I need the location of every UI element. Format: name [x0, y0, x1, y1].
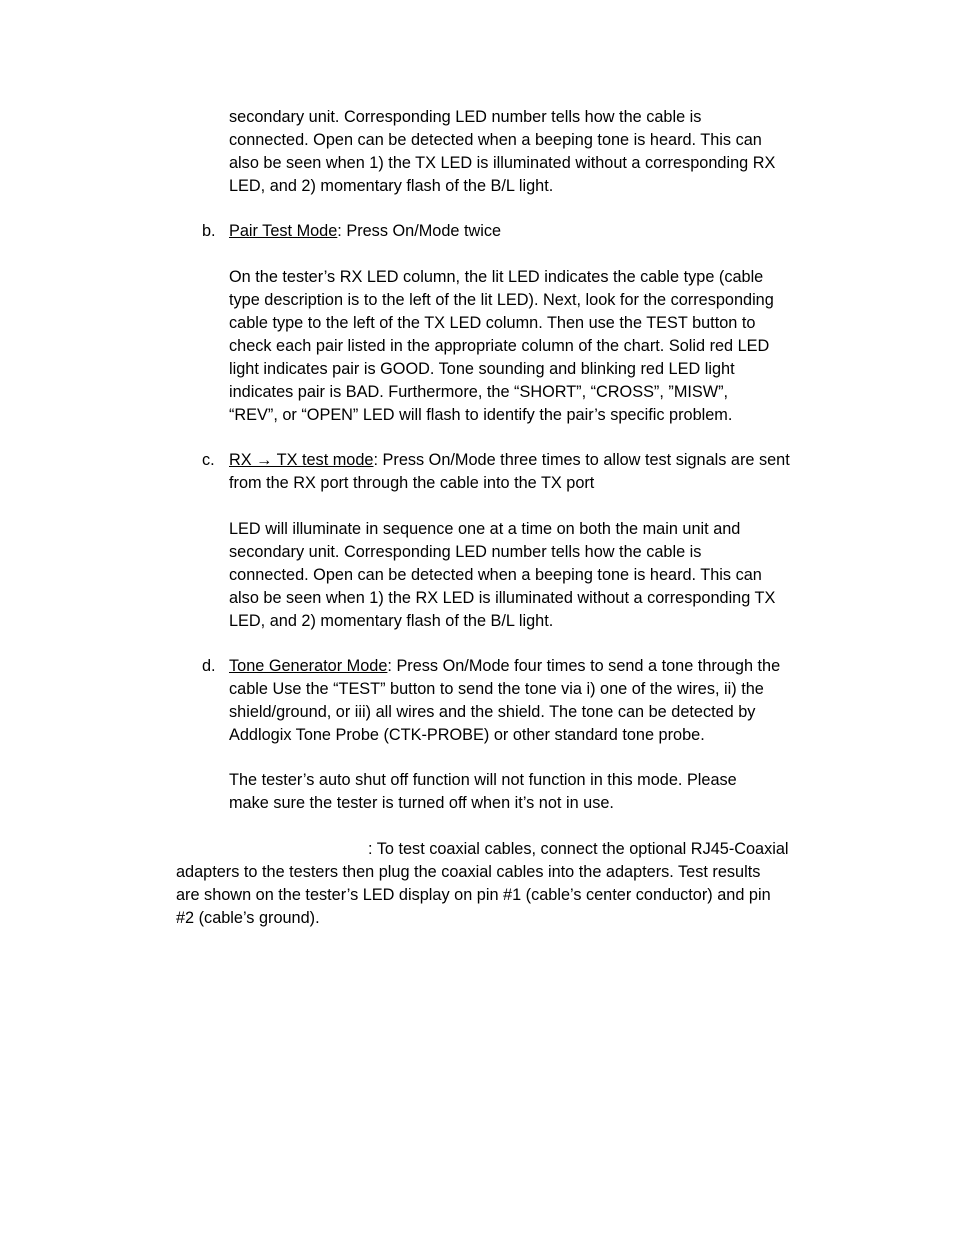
pair-test-description: On the tester’s RX LED column, the lit LED indicates the cable type (cable type description is to the left of the lit LED). Next, look for the corresponding cable type to the left of the TX LED column. Then use the TEST button to check each pair listed in the appropriate column of the chart. Solid red LED light indicates pair is GOOD. Tone sounding and blinking red LED light indicates pair is BAD. Furthermore, the “SHORT”, “CROSS”, ”MISW”, “REV”, or “OPEN” LED will flash to identify the pair’s specific problem. [229, 268, 774, 424]
list-item-c-heading [229, 449, 839, 495]
pair-test-mode-text: : Press On/Mode twice [337, 222, 502, 240]
coaxial-test-note [176, 838, 836, 930]
item-a-continuation: secondary unit. Corresponding LED number tells how the cable is connected. Open can be detected when a beeping tone is heard. This can also be seen when 1) the TX LED is illuminated without a corresponding RX LED, and 2) momentary flash of the B/L light. [229, 108, 776, 195]
rx-tx-test-mode-title: RX → TX test mode [229, 451, 374, 469]
list-item-b-heading [229, 220, 839, 243]
list-marker-d: d. [202, 657, 216, 675]
list-marker-c: c. [202, 451, 215, 469]
coaxial-note-text: : To test coaxial cables, connect the optional RJ45-Coaxial adapters to the testers then plug the coaxial cables into the adapters. Test results are shown on the tester’s LED display on pin #1 (cable’s center conductor) and pin #2 (cable’s ground). [176, 840, 789, 927]
tone-generator-description: The tester’s auto shut off function will not function in this mode. Please make sure the tester is turned off when it’s not in use. [229, 771, 737, 812]
list-item-d-heading [229, 655, 839, 747]
pair-test-mode-title: Pair Test Mode [229, 222, 338, 240]
tone-generator-mode-text: : Press On/Mode four times to send a tone through the cable Use the “TEST” button to send the tone via i) one of the wires, ii) the shield/ground, or iii) all wires and the shield. The tone can be detected by Addlogix Tone Probe (CTK-PROBE) or other standard tone probe. [229, 657, 781, 744]
tone-generator-mode-title: Tone Generator Mode [229, 657, 388, 675]
rx-tx-test-description: LED will illuminate in sequence one at a time on both the main unit and secondary unit. Corresponding LED number tells how the cable is connected. Open can be detected when a beeping tone is heard. This can also be seen when 1) the RX LED is illuminated without a corresponding TX LED, and 2) momentary flash of the B/L light. [229, 520, 776, 630]
list-marker-b: b. [202, 222, 216, 240]
rx-tx-test-mode-text: : Press On/Mode three times to allow test signals are sent from the RX port through the cable into the TX port [229, 451, 790, 492]
